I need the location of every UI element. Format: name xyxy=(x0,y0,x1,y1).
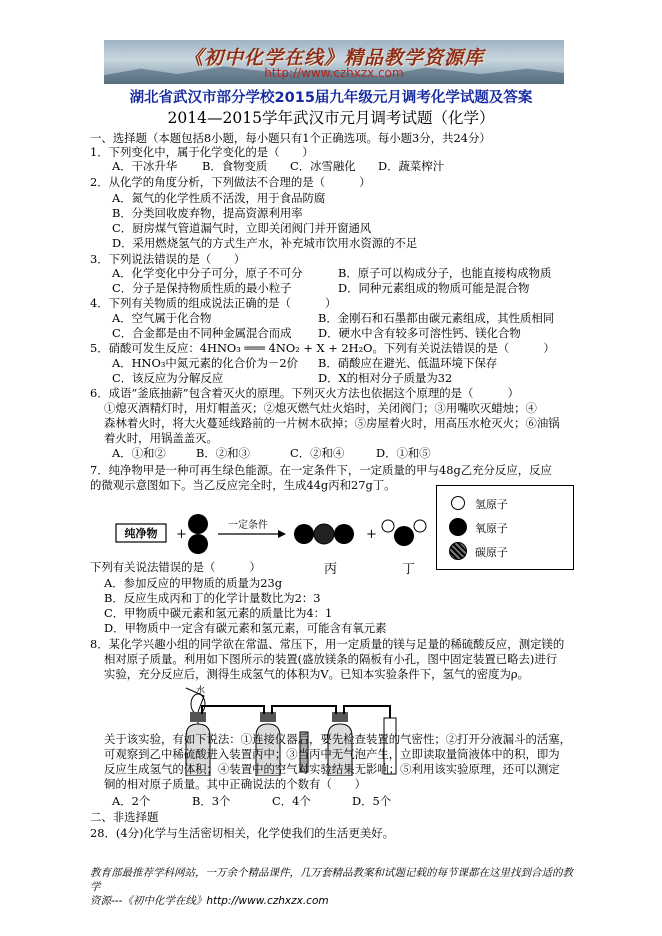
reaction-diagram xyxy=(114,504,444,562)
q5-stem: 5．硝酸可发生反应：4HNO₃ ═══ 4NO₂ + X + 2H₂O。下列有关说法错误的是（ ） xyxy=(90,341,555,355)
q2-option-b: B．分类回收废弃物，提高资源利用率 xyxy=(112,206,303,220)
q28-stem: 28．(4分)化学与生活密切相关，化学使我们的生活更美好。 xyxy=(90,826,395,840)
q7-line-2: 的微观示意图如下。当乙反应完全时，生成44g丙和27g丁。 xyxy=(90,478,396,492)
banner-title: 《初中化学在线》精品教学资源库 xyxy=(183,47,484,69)
legend-carbon: 碳原子 xyxy=(449,542,569,562)
q6-option-d: D．①和⑤ xyxy=(376,446,431,460)
q3-option-a: A．化学变化中分子可分，原子不可分 xyxy=(112,266,303,280)
q4-stem: 4．下列有关物质的组成说法正确的是（ ） xyxy=(90,296,337,310)
water-oxygen-atom xyxy=(394,526,414,546)
q6-line-3: 着火时，用锅盖盖灭。 xyxy=(104,431,218,445)
connecting-tubes xyxy=(202,706,390,718)
q5-option-a: A．HNO₃中氮元素的化合价为－2价 xyxy=(112,356,298,370)
exam-title: 2014—2015学年武汉市元月调考试题（化学） xyxy=(167,109,495,127)
q7-option-a: A．参加反应的甲物质的质量为23g xyxy=(104,576,283,590)
banner-url[interactable]: http://www.czhxzx.com xyxy=(264,66,404,80)
q3-stem: 3．下列说法错误的是（ ） xyxy=(90,252,246,266)
q1-option-d: D．蔬菜榨汁 xyxy=(378,159,445,173)
diagram-plus-1: + xyxy=(176,527,187,542)
footer xyxy=(90,866,580,908)
q7-option-b: B．反应生成丙和丁的化学计量数比为2：3 xyxy=(104,591,321,605)
water-hydrogen-atom xyxy=(414,520,426,532)
q1-stem: 1．下列变化中，属于化学变化的是（ ） xyxy=(90,145,314,159)
atom-legend xyxy=(436,485,574,570)
q7-option-c: C．甲物质中碳元素和氢元素的质量比为4：1 xyxy=(104,606,333,620)
q5-option-b: B．硝酸应在避光、低温环境下保存 xyxy=(318,356,498,370)
q1-option-b: B．食物变质 xyxy=(202,159,268,173)
q4-option-a: A．空气属于化合物 xyxy=(112,311,212,325)
q8-line-7: 铜的相对原子质量。其中正确说法的个数有（ ） xyxy=(104,777,366,791)
oxygen-atom-icon xyxy=(449,518,467,536)
section-1-heading: 一、选择题（本题包括8小题，每小题只有1个正确选项。每小题3分，共24分） xyxy=(90,131,491,145)
q7-stem: 下列有关说法错误的是（ ） xyxy=(90,560,261,574)
oxygen-molecule-atom xyxy=(188,534,208,554)
co2-oxygen-atom xyxy=(334,524,354,544)
q8-option-b: B．3个 xyxy=(192,794,231,808)
q6-option-a: A．①和② xyxy=(112,446,166,460)
q5-option-d: D．X的相对分子质量为32 xyxy=(318,371,453,385)
label-c: 丙 xyxy=(324,562,338,577)
diagram-box-label: 纯净物 xyxy=(124,527,158,540)
legend-hydrogen: 氢原子 xyxy=(449,494,569,514)
q6-option-c: C．②和④ xyxy=(290,446,345,460)
document-title: 湖北省武汉市部分学校2015届九年级元月调考化学试题及答案 xyxy=(129,90,533,106)
q7-option-d: D．甲物质中一定含有碳元素和氢元素，可能含有氧元素 xyxy=(104,621,387,635)
q8-option-a: A．2个 xyxy=(112,794,151,808)
q4-option-d: D．硬水中含有较多可溶性钙、镁化合物 xyxy=(318,326,521,340)
arrow-head-icon xyxy=(278,530,286,538)
q6-line-2: 森林着火时，将大火蔓延线路前的一片树木砍掉；⑤房屋着火时，用高压水枪灭火；⑥油锅 xyxy=(104,416,560,430)
q8-line-5: 可观察到乙中稀硫酸进入装置丙中；③当丙中无气泡产生，立即读取量筒液体中的积，即为 xyxy=(104,747,560,761)
q4-option-b: B．金刚石和石墨都由碳元素组成，其性质相同 xyxy=(318,311,555,325)
q8-line-6: 反应生成氢气的体积；④装置中的空气对实验结果无影响；⑤利用该实验原理，还可以测定 xyxy=(104,762,560,776)
q8-option-d: D．5个 xyxy=(352,794,392,808)
stopper-c xyxy=(332,712,348,722)
q8-option-c: C．4个 xyxy=(272,794,311,808)
hydrogen-atom-icon xyxy=(451,496,465,510)
arrow-condition-label: 一定条件 xyxy=(228,520,268,531)
q3-option-c: C．分子是保持物质性质的最小粒子 xyxy=(112,281,292,295)
q7-line-1: 7．纯净物甲是一种可再生绿色能源。在一定条件下，一定质量的甲与48g乙充分反应，反应 xyxy=(90,463,552,477)
section-2-heading: 二、非选择题 xyxy=(90,810,159,824)
footer-line-1: 教育部最推荐学科网站，一万余个精品课件，几万套精品教案和试题记载的每节课都在这里找到合适的教学 xyxy=(90,867,573,893)
stopper-b xyxy=(260,712,276,722)
oxygen-molecule-atom xyxy=(188,514,208,534)
legend-oxygen: 氧原子 xyxy=(449,518,569,538)
footer-line-2[interactable]: 资源---《初中化学在线》http://www.czhxzx.com xyxy=(90,895,329,907)
q2-stem: 2．从化学的角度分析，下列做法不合理的是（ ） xyxy=(90,175,371,189)
q8-line-3: 实验，充分反应后，测得生成氢气的体积为V。已知本实验条件下，氢气的密度为ρ。 xyxy=(104,667,529,681)
co2-oxygen-atom xyxy=(294,524,314,544)
water-hydrogen-atom xyxy=(382,520,394,532)
carbon-atom-icon xyxy=(449,542,467,560)
q3-option-b: B．原子可以构成分子，也能直接构成物质 xyxy=(338,266,552,280)
q6-option-b: B．②和③ xyxy=(196,446,250,460)
q8-line-2: 相对原子质量。利用如下图所示的装置(盛放镁条的隔板有小孔，图中固定装置已略去)进行 xyxy=(104,652,558,666)
co2-carbon-atom xyxy=(314,524,334,544)
q1-option-a: A．干冰升华 xyxy=(112,159,178,173)
q6-stem: 6．成语“釜底抽薪”包含着灭火的原理。下列灭火方法也依据这个原理的是（ ） xyxy=(90,386,519,400)
label-d: 丁 xyxy=(402,562,416,577)
q8-line-1: 8．某化学兴趣小组的同学欲在常温、常压下，用一定质量的镁与足量的稀硫酸反应，测定镁的 xyxy=(90,637,565,651)
q1-option-c: C．冰雪融化 xyxy=(290,159,356,173)
banner xyxy=(104,40,564,84)
water-label: 水 xyxy=(196,686,206,696)
q2-option-c: C．厨房煤气管道漏气时，立即关闭阀门并开窗通风 xyxy=(112,221,372,235)
q5-option-c: C．该反应为分解反应 xyxy=(112,371,224,385)
stopper-a xyxy=(190,712,206,722)
q2-option-d: D．采用燃烧氢气的方式生产水，补充城市饮用水资源的不足 xyxy=(112,236,418,250)
diagram-plus-2: + xyxy=(366,527,377,542)
q2-option-a: A．氮气的化学性质不活泼，用于食品防腐 xyxy=(112,191,326,205)
q4-option-c: C．合金都是由不同种金属混合而成 xyxy=(112,326,292,340)
q8-line-4: 关于该实验，有如下说法：①连接仪器后，要先检查装置的气密性；②打开分液漏斗的活塞， xyxy=(104,732,572,746)
q3-option-d: D．同种元素组成的物质可能是混合物 xyxy=(338,281,530,295)
q6-line-1: ①熄灭酒精灯时，用灯帽盖灭；②熄灭燃气灶火焰时，关闭阀门；③用嘴吹灭蜡烛；④ xyxy=(104,401,537,415)
